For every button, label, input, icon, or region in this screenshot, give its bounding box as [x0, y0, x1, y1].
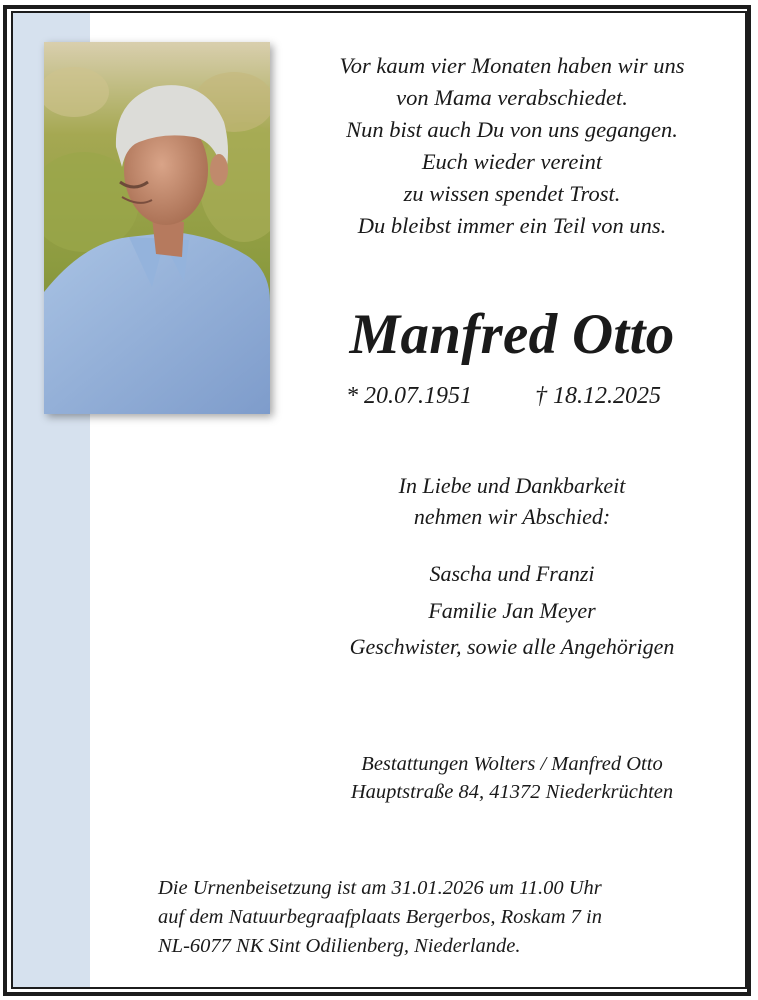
poem-line: von Mama verabschiedet. — [396, 85, 628, 110]
burial-info — [158, 874, 718, 961]
poem-line: Vor kaum vier Monaten haben wir uns — [339, 53, 685, 78]
undertaker-line: Bestattungen Wolters / Manfred Otto — [361, 753, 663, 775]
farewell-line: In Liebe und Dankbarkeit — [398, 473, 626, 498]
farewell-line: nehmen wir Abschied: — [413, 504, 611, 529]
undertaker-line: Hauptstraße 84, 41372 Niederkrüchten — [350, 781, 674, 803]
mourners-list — [290, 556, 734, 666]
portrait-photo — [44, 42, 270, 414]
mourner-entry: Sascha und Franzi — [429, 561, 595, 586]
death-date: † 18.12.2025 — [535, 383, 661, 409]
poem-line: Du bleibst immer ein Teil von uns. — [357, 213, 667, 238]
farewell-text — [290, 470, 734, 532]
burial-line: auf dem Natuurbegraafplaats Bergerbos, Roskam 7 in — [158, 906, 602, 928]
mourner-entry: Geschwister, sowie alle Angehörigen — [349, 634, 675, 659]
poem-line: Nun bist auch Du von uns gegangen. — [346, 117, 678, 142]
poem-line: zu wissen spendet Trost. — [403, 181, 621, 206]
burial-line: NL-6077 NK Sint Odilienberg, Niederlande. — [158, 935, 521, 957]
mourner-entry: Familie Jan Meyer — [428, 597, 596, 623]
birth-date: * 20.07.1951 — [346, 383, 472, 409]
undertaker-info — [290, 750, 734, 806]
poem-line: Euch wieder vereint — [421, 149, 603, 174]
burial-line: Die Urnenbeisetzung ist am 31.01.2026 um 11.00 Uhr — [158, 877, 602, 899]
poem — [290, 50, 734, 242]
deceased-name: Manfred Otto — [349, 303, 675, 366]
